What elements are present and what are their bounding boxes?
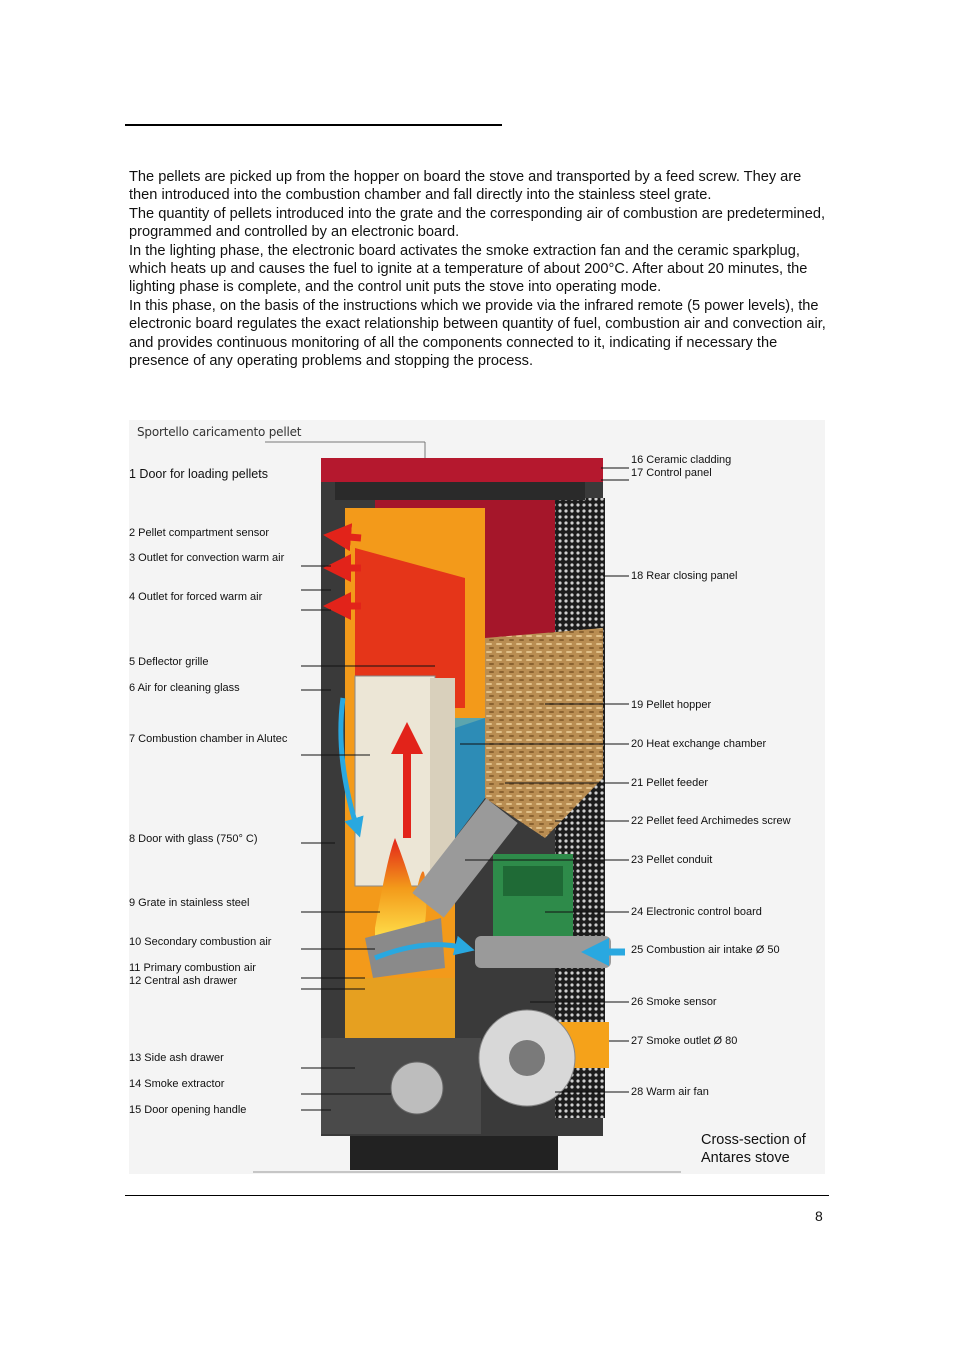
label-18: 18 Rear closing panel	[631, 570, 738, 582]
smoke-extractor	[391, 1062, 443, 1114]
label-17: 17 Control panel	[631, 467, 712, 479]
board-component	[503, 866, 563, 896]
fan-hub	[509, 1040, 545, 1076]
combustion-air-intake	[475, 936, 611, 968]
label-8: 8 Door with glass (750° C)	[129, 833, 258, 845]
warm-air-arrow-1	[337, 536, 361, 538]
label-10: 10 Secondary combustion air	[129, 936, 272, 948]
label-23: 23 Pellet conduit	[631, 854, 713, 866]
label-5: 5 Deflector grille	[129, 656, 209, 668]
label-26: 26 Smoke sensor	[631, 996, 717, 1008]
top-ceramic-cladding	[321, 458, 603, 482]
label-2: 2 Pellet compartment sensor	[129, 527, 270, 539]
figure-caption	[701, 1131, 831, 1167]
top-rule	[125, 124, 502, 126]
label-28: 28 Warm air fan	[631, 1086, 709, 1098]
label-4: 4 Outlet for forced warm air	[129, 591, 263, 603]
label-7: 7 Combustion chamber in Alutec	[129, 733, 288, 745]
label-25: 25 Combustion air intake Ø 50	[631, 944, 780, 956]
paragraph-4: In this phase, on the basis of the instructions which we provide via the infrared remote (5 power levels), the electronic board regulates the exact relationship between quantity of fuel, combustion air and convection air, and provides continuous monitoring of all the components connected to it, indicating if necessary the presence of any operating problems and stopping the process.	[129, 297, 826, 370]
label-13: 13 Side ash drawer	[129, 1052, 224, 1064]
caption-line-2: Antares stove	[701, 1150, 790, 1166]
paragraph-1: The pellets are picked up from the hopper on board the stove and transported by a feed screw. They are then introduced into the combustion chamber and fall directly into the stainless steel grate.	[129, 169, 802, 204]
label-1: 1 Door for loading pellets	[129, 467, 268, 481]
label-9: 9 Grate in stainless steel	[129, 897, 250, 909]
label-3: 3 Outlet for convection warm air	[129, 552, 285, 564]
control-panel-strip	[335, 482, 585, 500]
label-12: 12 Central ash drawer	[129, 975, 238, 987]
paragraph-3: In the lighting phase, the electronic board activates the smoke extraction fan and the ceramic sparkplug, which heats up and causes the fuel to ignite at a temperature of about 200°C. After about 20 minutes, the lighting phase is complete, and the control unit puts the stove into operating mode.	[129, 242, 808, 296]
page-number: 8	[815, 1208, 823, 1224]
label-22: 22 Pellet feed Archimedes screw	[631, 815, 791, 827]
bottom-rule	[125, 1195, 829, 1196]
label-20: 20 Heat exchange chamber	[631, 738, 767, 750]
ash-drawer-area	[345, 978, 455, 1038]
handwritten-label: Sportello caricamento pellet	[137, 425, 302, 439]
label-19: 19 Pellet hopper	[631, 699, 712, 711]
label-27: 27 Smoke outlet Ø 80	[631, 1035, 738, 1047]
body-text	[129, 168, 829, 370]
label-16: 16 Ceramic cladding	[631, 454, 732, 466]
label-24: 24 Electronic control board	[631, 906, 762, 918]
stove-base	[350, 1136, 558, 1170]
label-14: 14 Smoke extractor	[129, 1078, 225, 1090]
stove-cross-section-figure	[125, 418, 825, 1178]
label-11: 11 Primary combustion air	[129, 962, 256, 974]
caption-line-1: Cross-section of	[701, 1132, 806, 1148]
label-6: 6 Air for cleaning glass	[129, 682, 240, 694]
label-21: 21 Pellet feeder	[631, 777, 709, 789]
paragraph-2: The quantity of pellets introduced into the grate and the corresponding air of combustion are predetermined, programmed and controlled by an electronic board.	[129, 205, 826, 241]
label-15: 15 Door opening handle	[129, 1104, 247, 1116]
